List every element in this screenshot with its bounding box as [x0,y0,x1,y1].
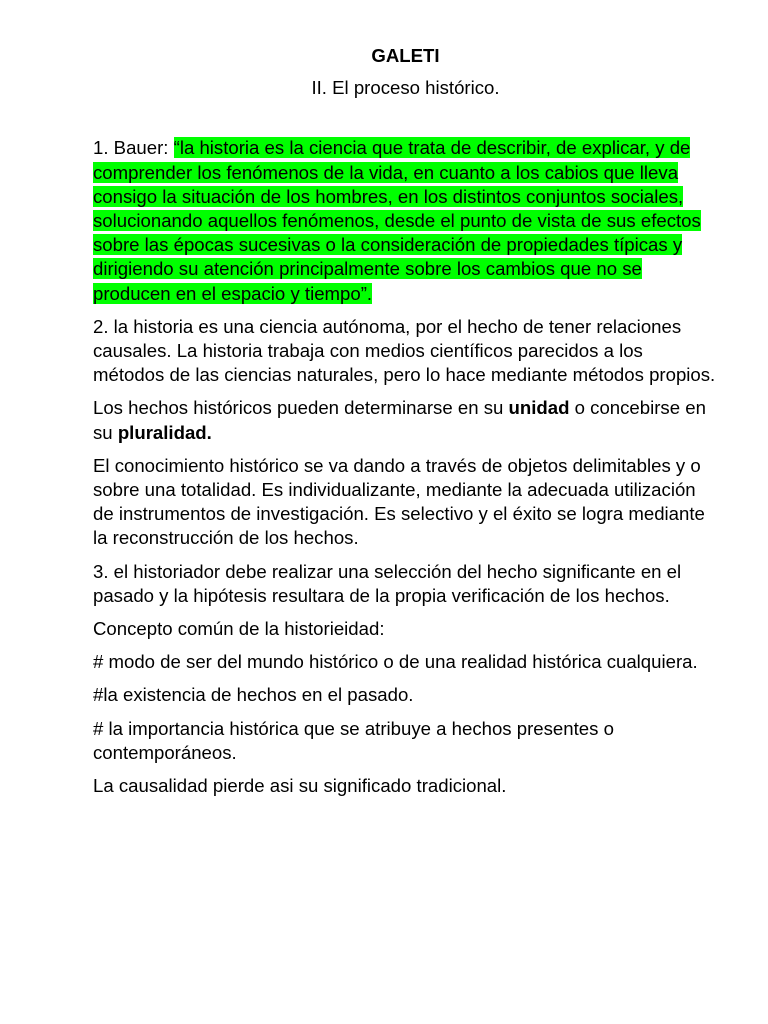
paragraph-causality: La causalidad pierde asi su significado tradicional. [93,775,507,797]
document-title: GALETI [371,45,440,66]
list-item-historical-importance: # la importancia histórica que se atribuye a hechos presentes o contemporáneos. [93,717,614,763]
paragraph-historian-selection: 3. el historiador debe realizar una selección del hecho significante en el pasado y la hipótesis resultara de la propia verificación de los hechos. [93,560,682,606]
text-segment: o concebirse en su [93,397,706,443]
list-item-mode-of-being: # modo de ser del mundo histórico o de una realidad histórica cualquiera. [93,651,698,673]
paragraph-autonomous-science: 2. la historia es una ciencia autónoma, por el hecho de tener relaciones causales. La historia trabaja con medios científicos parecidos a los métodos de las ciencias naturales, pero lo hace mediante métodos propios. [93,315,716,386]
highlighted-quote: “la historia es la ciencia que trata de describir, de explicar, y de comprender los fenómenos de la vida, en cuanto a los cabios que lleva consigo la situación de los hombres, en los distintos conjuntos sociales, solucionando aquellos fenómenos, desde el punto de vista de sus efectos sobre las épocas sucesivas o la consideración de propiedades típicas y dirigiendo su atención principalmente sobre los cambios que no se producen en el espacio y tiempo”. [93,137,701,304]
paragraph-bauer-quote [93,136,718,305]
text-segment: Los hechos históricos pueden determinarse en su [93,397,509,419]
list-item-past-facts: #la existencia de hechos en el pasado. [93,684,414,706]
bold-term-unidad: unidad [508,397,570,419]
paragraph-prefix: 1. Bauer: [93,137,174,159]
paragraph-concept-heading: Concepto común de la historieidad: [93,618,385,640]
document-page [93,44,718,807]
document-subtitle: II. El proceso histórico. [311,77,500,99]
paragraph-historical-knowledge: El conocimiento histórico se va dando a través de objetos delimitables y o sobre una totalidad. Es individualizante, mediante la adecuada utilización de instrumentos de investigación. Es selectivo y el éxito se logra mediante la reconstrucción de los hechos. [93,454,705,549]
bold-term-pluralidad: pluralidad. [117,421,212,443]
paragraph-unity-plurality [93,396,718,444]
